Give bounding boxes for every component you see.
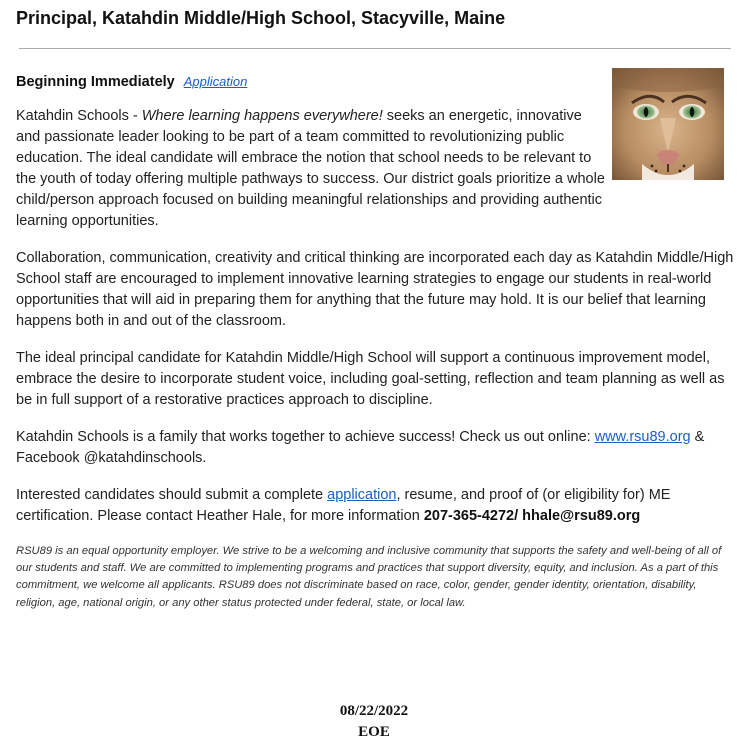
contact-info: 207-365-4272/ hhale@rsu89.org <box>423 508 641 524</box>
application-link-top[interactable]: Application <box>183 74 248 89</box>
apply-middle-text: , resume, and proof of (or eligibility for) ME certification. Please contact Heather Hale, for more information <box>16 487 671 524</box>
start-line <box>16 74 247 90</box>
intro-prefix: Katahdin Schools - <box>16 108 142 124</box>
cougar-face-photo <box>612 68 724 180</box>
start-date-label: Beginning Immediately <box>16 74 175 90</box>
application-link[interactable]: application <box>327 487 397 503</box>
apply-text: Interested candidates should submit a complete <box>16 487 328 503</box>
title-divider <box>19 48 731 49</box>
eoe-label: EOE <box>358 724 390 740</box>
eoe-disclaimer: RSU89 is an equal opportunity employer. We strive to be a welcoming and inclusive community that supports the safety and well-being of all of our students and staff. We are committed to implementing programs and practices that support diversity, equity, and inclusion. As a part of this commitment, we welcome all applicants. RSU89 does not discriminate based on race, color, gender, gender identity, orientation, disability, religion, age, national origin, or any other status protected under federal, state, or local law. <box>16 545 722 609</box>
family-paragraph <box>16 427 738 469</box>
tagline: Where learning happens everywhere! <box>141 108 383 124</box>
collaboration-paragraph: Collaboration, communication, creativity and critical thinking are incorporated each day as Katahdin Middle/High School staff are encouraged to implement innovative learning strategies to engage our students in real-world opportunities that will aid in preparing them for anything that the future may hold. It is our belief that learning happens both in and out of the classroom. <box>16 250 734 329</box>
facebook-text: & Facebook @katahdinschools. <box>16 429 705 466</box>
page-title: Principal, Katahdin Middle/High School, Stacyville, Maine <box>16 8 506 28</box>
candidate-paragraph: The ideal principal candidate for Katahdin Middle/High School will support a continuous improvement model, embrace the desire to incorporate student voice, including goal-setting, reflection and team planning as well as be in full support of a restorative practices approach to discipline. <box>16 350 725 408</box>
apply-paragraph <box>16 485 738 527</box>
cougar-icon <box>612 68 724 180</box>
posting-date: 08/22/2022 <box>339 703 409 719</box>
intro-text: seeks an energetic, innovative and passionate leader looking to be part of a team committed to revolutionizing public education. The ideal candidate will embrace the notion that school needs to be relevant to the youth of today offering multiple pathways to success. Our district goals prioritize a whole child/person approach focused on building meaningful relationships and providing authentic learning opportunities. <box>16 108 605 229</box>
family-text: Katahdin Schools is a family that works together to achieve success! Check us out online: <box>16 429 595 445</box>
intro-paragraph <box>16 106 606 232</box>
website-link[interactable]: www.rsu89.org <box>594 429 691 445</box>
